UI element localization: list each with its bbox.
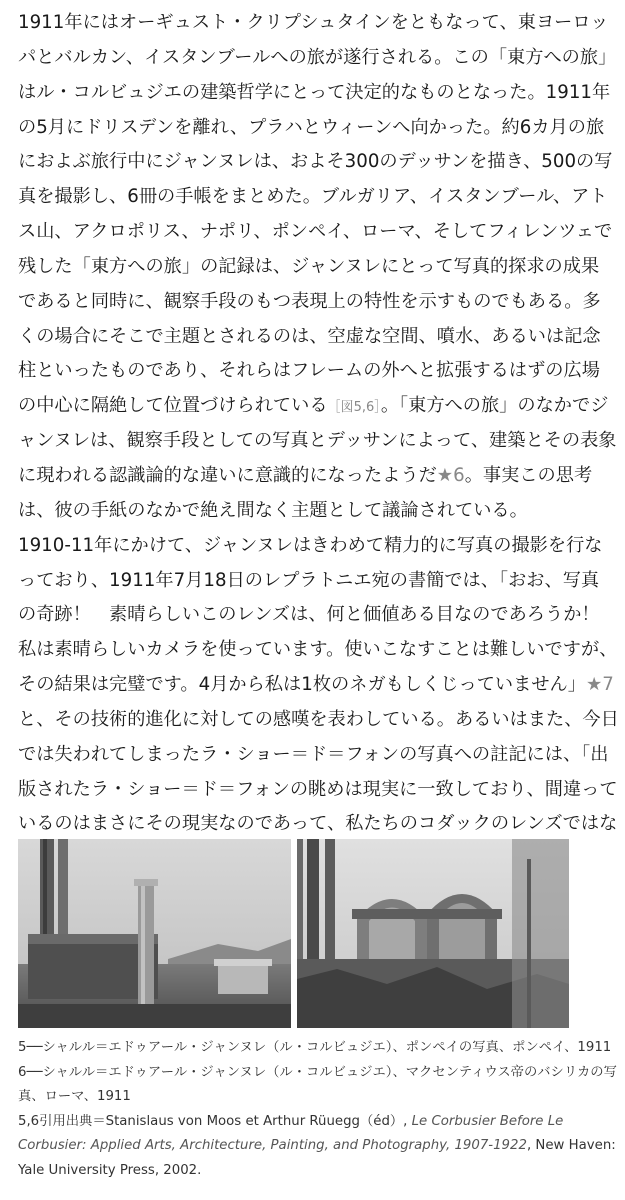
body-line: 1911年にはオーギュスト・クリプシュタインをともなって、東ヨーロッ [18,12,609,33]
footnote-marker-7: ★7 [585,674,614,696]
source-citation-continued [18,1134,614,1159]
body-line [18,389,614,424]
photo-pompeii [18,839,291,1028]
body-text: 。事実この思考 [464,464,593,486]
body-line: いるのはまさにその現実なのであって、私たちのコダックのレンズではな [18,813,618,835]
body-line: の奇跡！ 素晴らしいこのレンズは、何と価値ある目なのであろうか！ [18,604,600,626]
body-text: の中心に隔絶して位置づけられている [18,395,328,417]
body-line: におよぶ旅行中にジャンヌレは、およそ300のデッサンを描き、500の写 [18,151,613,173]
figure-photos [18,839,612,1029]
photo-basilica-maxentius [297,839,569,1028]
footnote-marker-6: ★6 [436,464,465,486]
body-text: その結果は完璧です。4月から私は1枚のネガもしくじっていません」 [18,674,586,696]
body-line: っており、1911年7月18日のレプラトニエ宛の書簡では、「おお、写真 [18,569,600,591]
body-line [18,459,614,494]
body-line: の5月にドリスデンを離れ、プラハとウィーンへ向かった。約6カ月の旅 [18,116,605,138]
body-line: では失われてしまったラ・ショー＝ド＝フォンの写真への註記には、「出 [18,743,609,765]
body-line: 真を撮影し、6冊の手帳をまとめた。ブルガリア、イスタンブール、アト [18,186,608,208]
body-line: ス山、アクロポリス、ナポリ、ポンペイ、ローマ、そしてフィレンツェで [18,221,613,243]
caption-6: 6──シャルル＝エドゥアール・ジャンヌレ（ル・コルビュジエ）、マクセンティウス帝のバシリカの写 [18,1064,617,1080]
citation-text: , New Haven: [526,1138,616,1153]
body-line [18,668,614,703]
body-line: は、彼の手紙のなかで絶え間なく主題として議論されている。 [18,499,528,521]
figure-captions [18,1036,617,1183]
body-line: 残した「東方への旅」の記録は、ジャンヌレにとって写真的探求の成果 [18,255,600,277]
body-text: に現われる認識論的な違いに意識的になったようだ [18,464,437,486]
figure-reference: ［図5,6］ [327,400,381,416]
body-line: ャンヌレは、観察手段としての写真とデッサンによって、建築とその表象 [18,430,617,452]
body-line: 柱といったものであり、それらはフレームの外へと拡張するはずの広場 [18,360,600,382]
body-line: 版されたラ・ショー＝ド＝フォンの眺めは現実に一致しており、間違って [18,778,618,800]
body-line: であると同時に、観察手段のもつ表現上の特性を示すものでもある。多 [18,290,601,312]
citation-title: Le Corbusier Before Le [411,1113,564,1129]
source-citation-publisher: Yale University Press, 2002. [18,1162,202,1178]
article-body [18,6,619,877]
body-line: 1910-11年にかけて、ジャンヌレはきわめて精力的に写真の撮影を行な [18,534,603,556]
body-line: と、その技術的進化に対しての感嘆を表わしている。あるいはまた、今日 [18,708,619,730]
caption-5: 5──シャルル＝エドゥアール・ジャンヌレ（ル・コルビュジエ）、ポンペイの写真、ポンペイ、1911 [18,1040,612,1055]
body-text: 。「東方への旅」のなかでジ [380,395,609,417]
citation-title: Corbusier: Applied Arts, Architecture, Painting, and Photography, 1907-1922 [18,1138,527,1153]
body-line: パとバルカン、イスタンブールへの旅が遂行される。この「東方への旅」 [18,46,617,68]
body-line: 私は素晴らしいカメラを使っています。使いこなすことは難しいですが、 [18,639,618,661]
citation-text: 5,6引用出典＝Stanislaus von Moos et Arthur Rüuegg（éd）, [18,1113,412,1129]
source-citation [18,1110,614,1135]
caption-6-continued: 真、ローマ、1911 [18,1089,131,1104]
body-line: くの場合にそこで主題とされるのは、空虚な空間、噴水、あるいは記念 [18,325,601,347]
body-line: はル・コルビュジエの建築哲学にとって決定的なものとなった。1911年 [18,81,611,103]
